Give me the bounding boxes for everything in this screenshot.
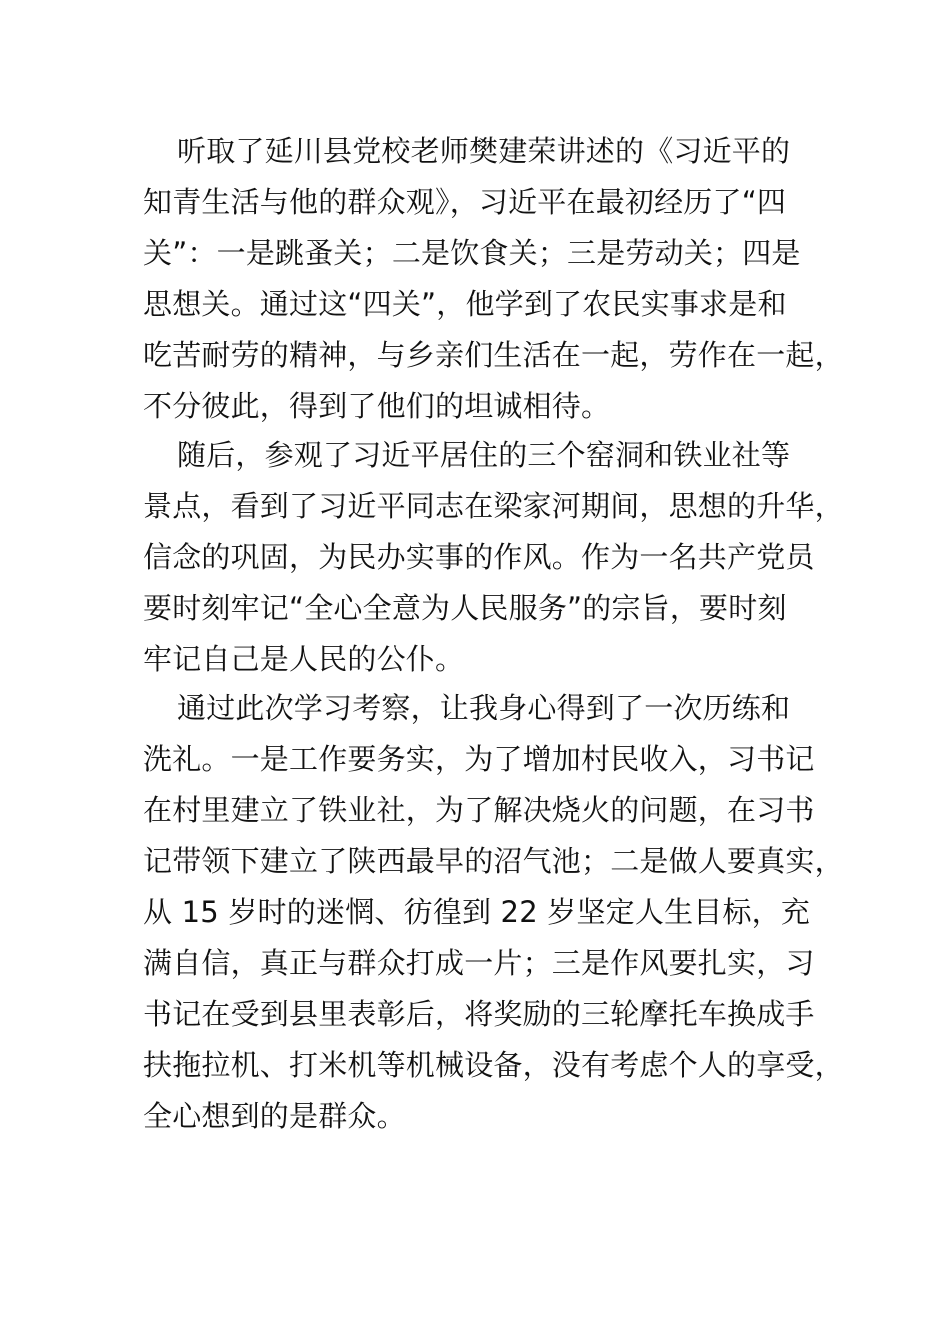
text-line: 要时刻牢记“全心全意为人民服务”的宗旨，要时刻 xyxy=(143,591,787,625)
text-line: 通过此次学习考察，让我身心得到了一次历练和 xyxy=(177,691,791,725)
text-line: 洗礼。一是工作要务实，为了增加村民收入，习书记 xyxy=(143,742,815,776)
paragraph-1 xyxy=(143,126,844,432)
text-line: 知青生活与他的群众观》，习近平在最初经历了“四 xyxy=(143,185,787,219)
text-line: 不分彼此，得到了他们的坦诚相待。 xyxy=(143,389,611,423)
text-line: 书记在受到县里表彰后，将奖励的三轮摩托车换成手 xyxy=(143,997,815,1031)
text-line: 牢记自己是人民的公仆。 xyxy=(143,642,465,676)
text-line: 全心想到的是群众。 xyxy=(143,1099,406,1133)
text-line: 信念的巩固，为民办实事的作风。作为一名共产党员 xyxy=(143,540,815,574)
text-line: 景点，看到了习近平同志在梁家河期间，思想的升华， xyxy=(143,489,844,523)
text-line: 满自信，真正与群众打成一片；三是作风要扎实，习 xyxy=(143,946,815,980)
text-line: 思想关。通过这“四关”，他学到了农民实事求是和 xyxy=(143,287,787,321)
text-line: 在村里建立了铁业社，为了解决烧火的问题，在习书 xyxy=(143,793,815,827)
text-line: 记带领下建立了陕西最早的沼气池；二是做人要真实， xyxy=(143,844,844,878)
text-line: 关”：一是跳蚤关；二是饮食关；三是劳动关；四是 xyxy=(143,236,801,270)
text-line: 从 15 岁时的迷惘、彷徨到 22 岁坚定人生目标，充 xyxy=(143,895,811,929)
text-line: 扶拖拉机、打米机等机械设备，没有考虑个人的享受， xyxy=(143,1048,844,1082)
text-line: 吃苦耐劳的精神，与乡亲们生活在一起，劳作在一起， xyxy=(143,338,844,372)
paragraph-3 xyxy=(143,683,844,1142)
paragraph-2 xyxy=(143,430,844,685)
text-line: 听取了延川县党校老师樊建荣讲述的《习近平的 xyxy=(177,134,791,168)
text-line: 随后，参观了习近平居住的三个窑洞和铁业社等 xyxy=(177,438,791,472)
